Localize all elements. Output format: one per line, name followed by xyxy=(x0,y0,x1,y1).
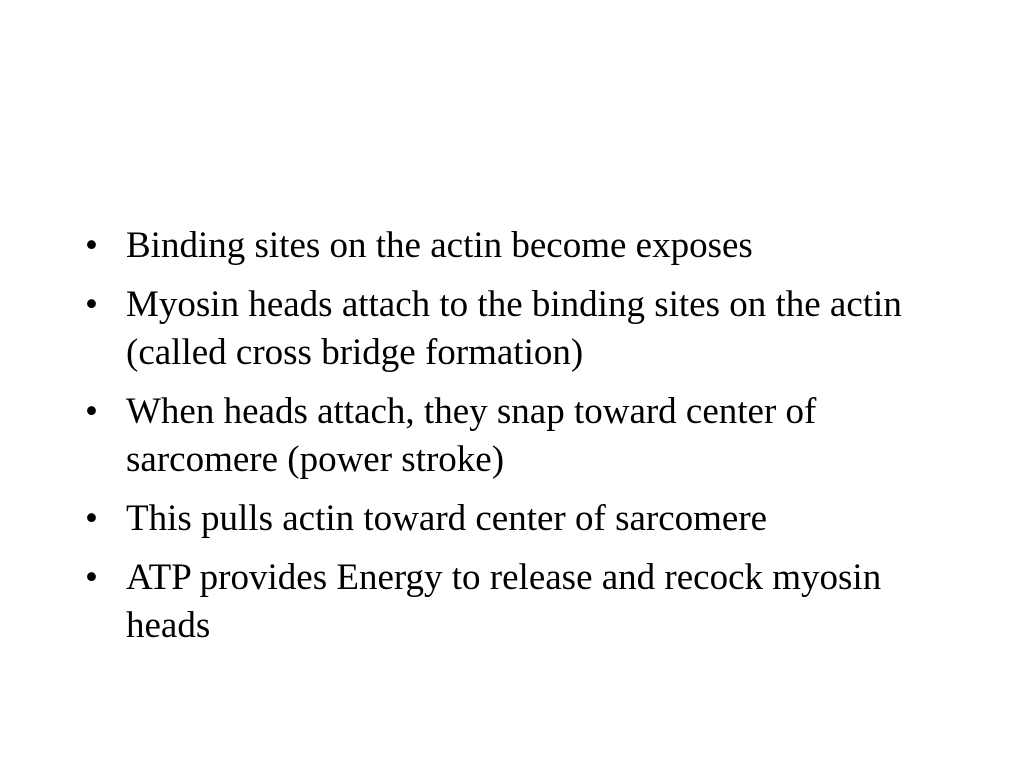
bullet-text: ATP provides Energy to release and recock myosin heads xyxy=(126,557,882,646)
bullet-icon: • xyxy=(85,498,98,539)
bullet-text: When heads attach, they snap toward center of sarcomere (power stroke) xyxy=(126,391,817,480)
bullet-item-atp-energy xyxy=(85,554,965,650)
bullet-icon: • xyxy=(85,225,98,266)
bullet-icon: • xyxy=(85,284,98,325)
bullet-text: Myosin heads attach to the binding sites on the actin (called cross bridge formation) xyxy=(126,284,902,373)
bullet-icon: • xyxy=(85,391,98,432)
bullet-icon: • xyxy=(85,557,98,598)
bullet-list xyxy=(85,222,965,661)
bullet-item-myosin-attach xyxy=(85,281,965,377)
bullet-item-binding-sites xyxy=(85,222,965,270)
bullet-text: This pulls actin toward center of sarcomere xyxy=(126,498,768,539)
bullet-item-power-stroke xyxy=(85,388,965,484)
bullet-item-actin-pull xyxy=(85,495,965,543)
bullet-text: Binding sites on the actin become exposes xyxy=(126,225,753,266)
